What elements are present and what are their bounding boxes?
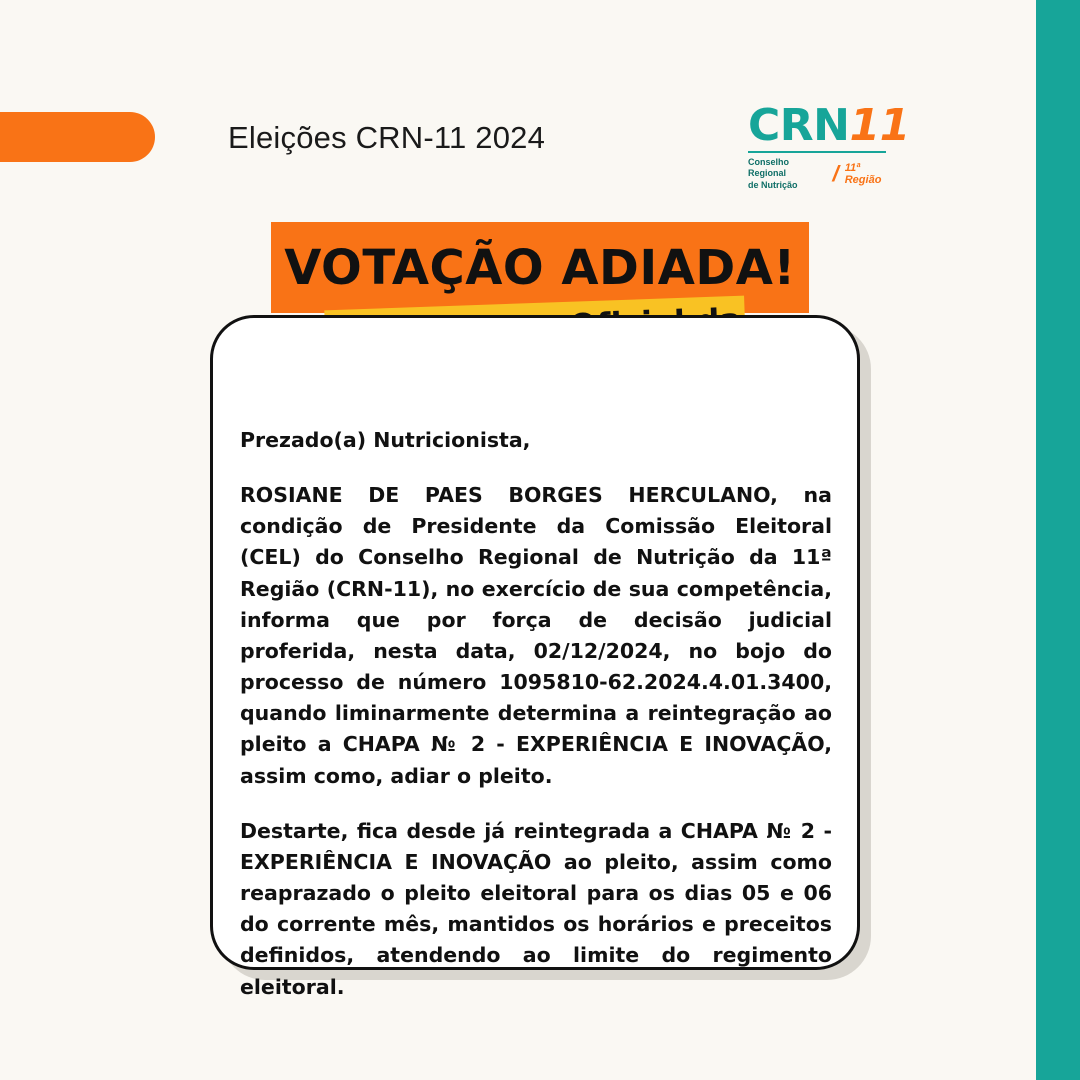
notice-greeting: Prezado(a) Nutricionista, bbox=[240, 428, 531, 452]
logo-region-text: 11ª Região bbox=[844, 161, 882, 186]
logo-wordmark bbox=[748, 100, 910, 151]
orange-accent-tab bbox=[0, 112, 155, 162]
logo-slash-icon: / bbox=[830, 160, 842, 186]
headline-text: VOTAÇÃO ADIADA! bbox=[284, 239, 796, 296]
teal-side-band bbox=[1036, 0, 1080, 1080]
notice-body bbox=[240, 425, 832, 1003]
logo-divider bbox=[748, 151, 886, 153]
notice-paragraph-2: Destarte, fica desde já reintegrada a CHAPA № 2 - EXPERIÊNCIA E INOVAÇÃO ao pleito, assim como reaprazado o pleito eleitoral para os dias 05 e 06 do corrente mês, mantidos os horários e preceitos definidos, atendendo ao limite do regimento eleitoral. bbox=[240, 818, 832, 999]
logo-subtitle-line1: Conselho Regional bbox=[748, 157, 790, 179]
crn-logo bbox=[748, 100, 910, 190]
logo-number-text: 11 bbox=[849, 100, 910, 151]
page-title: Eleições CRN-11 2024 bbox=[228, 120, 546, 155]
logo-subtitle-lines bbox=[748, 157, 827, 191]
logo-crn-text: CRN bbox=[748, 100, 850, 151]
logo-subtitle-line2: de Nutrição bbox=[748, 179, 798, 190]
notice-paragraph-1: ROSIANE DE PAES BORGES HERCULANO, na condição de Presidente da Comissão Eleitoral (CEL) do Conselho Regional de Nutrição da 11ª Região (CRN-11), no exercício de sua competência, informa que por força de decisão judicial proferida, nesta data, 02/12/2024, no bojo do processo de número 1095810-62.2024.4.01.3400, quando liminarmente determina a reintegração ao pleito a CHAPA № 2 - EXPERIÊNCIA E INOVAÇÃO, assim como, adiar o pleito. bbox=[240, 483, 832, 788]
logo-subtitle bbox=[748, 157, 898, 191]
